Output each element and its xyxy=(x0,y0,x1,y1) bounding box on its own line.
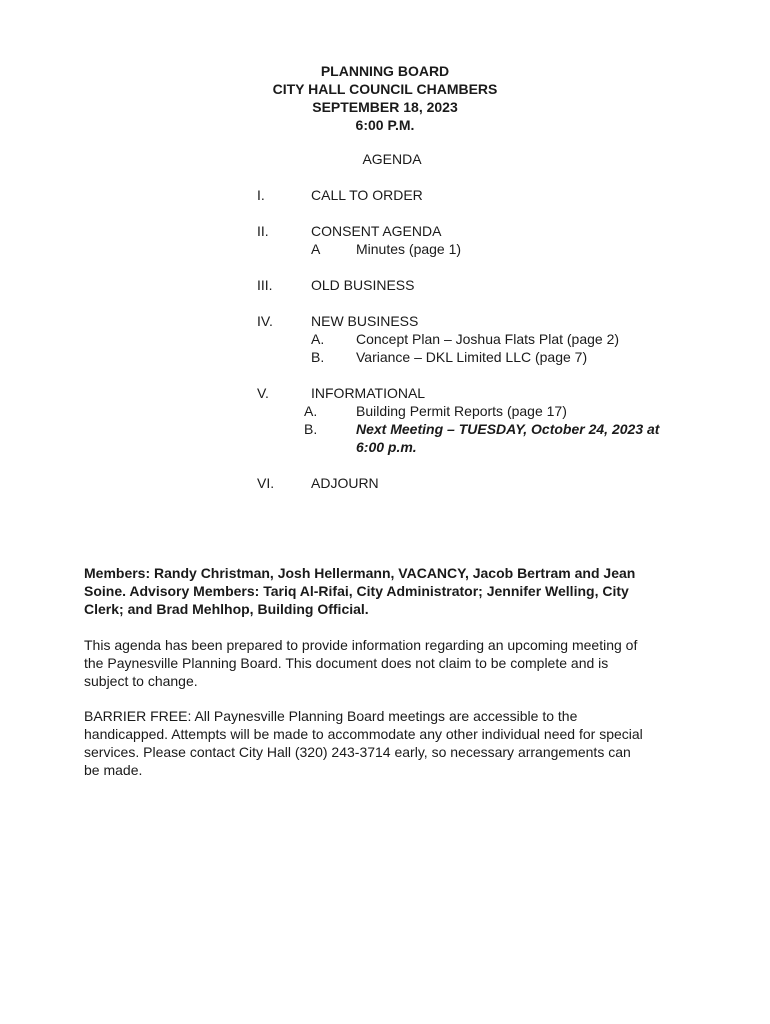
disclaimer-line: subject to change. xyxy=(84,673,198,689)
section-title-informational: INFORMATIONAL xyxy=(311,385,426,401)
item-letter: A xyxy=(311,241,321,257)
disclaimer-paragraph xyxy=(84,636,699,690)
section-title-call-to-order: CALL TO ORDER xyxy=(311,187,423,203)
section-numeral: II. xyxy=(257,223,269,239)
header-date: SEPTEMBER 18, 2023 xyxy=(312,99,458,115)
section-numeral: VI. xyxy=(257,475,275,491)
item-next-meeting-time: 6:00 p.m. xyxy=(356,439,417,455)
header-location: CITY HALL COUNCIL CHAMBERS xyxy=(272,81,498,97)
item-concept-plan: Concept Plan – Joshua Flats Plat (page 2) xyxy=(356,331,620,347)
header-board-name: PLANNING BOARD xyxy=(320,63,450,79)
item-next-meeting: Next Meeting – TUESDAY, October 24, 2023 at xyxy=(356,421,660,437)
item-minutes: Minutes (page 1) xyxy=(356,241,462,257)
members-line: Members: Randy Christman, Josh Hellermann, VACANCY, Jacob Bertram and Jean xyxy=(84,565,636,581)
barrier-free-line: be made. xyxy=(84,762,143,778)
section-title-adjourn: ADJOURN xyxy=(311,475,379,491)
members-paragraph xyxy=(84,564,699,618)
item-letter: B. xyxy=(311,349,325,365)
barrier-free-paragraph xyxy=(84,707,699,779)
item-letter: B. xyxy=(304,421,318,437)
section-numeral: III. xyxy=(257,277,273,293)
barrier-free-line: handicapped. Attempts will be made to accommodate any other individual need for special xyxy=(84,726,643,742)
disclaimer-line: This agenda has been prepared to provide information regarding an upcoming meeting of xyxy=(84,637,638,653)
item-building-permit-reports: Building Permit Reports (page 17) xyxy=(356,403,567,419)
section-numeral: I. xyxy=(257,187,265,203)
document-header xyxy=(0,62,770,134)
agenda-title: AGENDA xyxy=(362,151,422,167)
barrier-free-line: BARRIER FREE: All Paynesville Planning Board meetings are accessible to the xyxy=(84,708,578,724)
item-letter: A. xyxy=(311,331,325,347)
section-title-consent-agenda: CONSENT AGENDA xyxy=(311,223,442,239)
section-numeral: IV. xyxy=(257,313,273,329)
members-line: Clerk; and Brad Mehlhop, Building Official. xyxy=(84,601,369,617)
members-line: Soine. Advisory Members: Tariq Al-Rifai, City Administrator; Jennifer Welling, City xyxy=(84,583,629,599)
header-time: 6:00 P.M. xyxy=(355,117,415,133)
disclaimer-line: the Paynesville Planning Board. This document does not claim to be complete and is xyxy=(84,655,609,671)
section-title-old-business: OLD BUSINESS xyxy=(311,277,415,293)
barrier-free-line: services. Please contact City Hall (320) 243-3714 early, so necessary arrangements can xyxy=(84,744,631,760)
item-letter: A. xyxy=(304,403,318,419)
item-variance: Variance – DKL Limited LLC (page 7) xyxy=(356,349,588,365)
section-title-new-business: NEW BUSINESS xyxy=(311,313,419,329)
section-numeral: V. xyxy=(257,385,269,401)
